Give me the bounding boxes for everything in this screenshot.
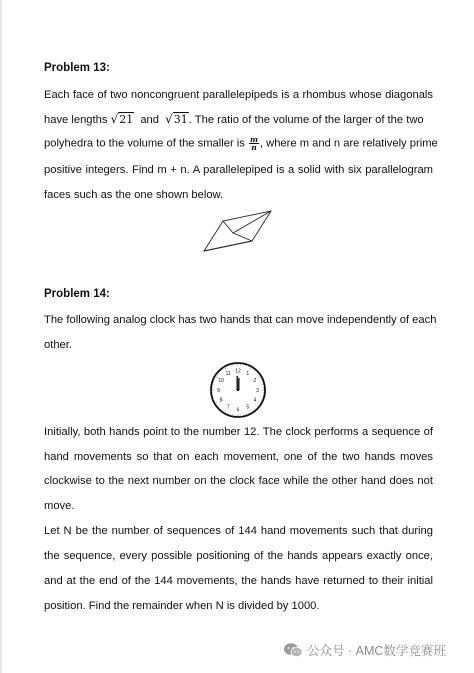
- clock-number: 3: [256, 387, 259, 394]
- problem-14-line-9: and at the end of the 144 movements, the hands have returned to their initial: [44, 575, 433, 587]
- problem-14-line-8: the sequence, every possible positioning of the hands appears exactly once,: [44, 550, 433, 562]
- problem-13-line-3: [44, 135, 438, 152]
- problem-13-line-2: [44, 112, 433, 127]
- problem-14-line-2: other.: [44, 339, 72, 351]
- clock-number: 6: [236, 407, 240, 414]
- fraction-m-over-n: $\frac{m}{n}$: [249, 135, 258, 152]
- problem-13-line-2-pre: have lengths: [44, 114, 108, 126]
- clock-number: 1: [246, 370, 250, 377]
- problem-14-line-7: Let N be the number of sequences of 144 hand movements such that during: [44, 525, 433, 537]
- clock-number: 9: [217, 387, 220, 394]
- sqrt-21: √21: [110, 112, 134, 126]
- page-edge: [0, 0, 2, 673]
- clock-number: 5: [246, 404, 250, 411]
- clock-number: 10: [218, 378, 224, 385]
- watermark: [283, 641, 446, 659]
- problem-13-line-3-pre: polyhedra to the volume of the smaller is: [44, 137, 245, 150]
- parallelepiped-edge: [204, 241, 252, 251]
- sqrt-31: √31: [165, 112, 188, 126]
- clock-number: 11: [225, 370, 231, 377]
- watermark-text: 公众号 · AMC数学竞赛班: [307, 644, 446, 658]
- parallelepiped-edge: [233, 233, 252, 241]
- problem-14-line-10: position. Find the remainder when N is divided by 1000.: [44, 600, 320, 612]
- clock-number: 7: [226, 404, 230, 411]
- problem-13-heading: Problem 13:: [44, 62, 110, 74]
- problem-14-line-4: hand movements so that on each movement, one of the two hands moves: [44, 451, 433, 463]
- clock-center: [237, 389, 239, 391]
- wechat-icon: [283, 642, 303, 658]
- problem-13-line-5: faces such as the one shown below.: [44, 189, 224, 201]
- clock-number: 4: [253, 397, 257, 404]
- and-word: and: [140, 114, 159, 126]
- problem-14-heading: Problem 14:: [44, 288, 110, 300]
- clock-number: 8: [219, 397, 223, 404]
- problem-13-line-1: Each face of two noncongruent parallelepipeds is a rhombus whose diagonals: [44, 89, 433, 101]
- problem-13-line-2-post: . The ratio of the volume of the larger of the two: [188, 114, 424, 126]
- parallelepiped-edge: [223, 221, 233, 233]
- problem-14-line-6: move.: [44, 500, 75, 512]
- problem-13-line-3-post: , where m and n are relatively prime: [259, 137, 438, 150]
- clock-number: 2: [253, 378, 257, 385]
- analog-clock-figure: [209, 361, 267, 419]
- problem-14-line-3: Initially, both hands point to the number 12. The clock performs a sequence of: [44, 426, 433, 438]
- parallelepiped-figure: [201, 210, 273, 252]
- problem-13-line-4: positive integers. Find m + n. A parallelepiped is a solid with six parallelogram: [44, 164, 433, 176]
- problem-14-line-1: The following analog clock has two hands that can move independently of each: [44, 314, 437, 326]
- parallelepiped-edge: [233, 211, 271, 233]
- problem-14-line-5: clockwise to the next number on the clock face while the other hand does not: [44, 475, 433, 487]
- clock-number: 12: [235, 368, 241, 375]
